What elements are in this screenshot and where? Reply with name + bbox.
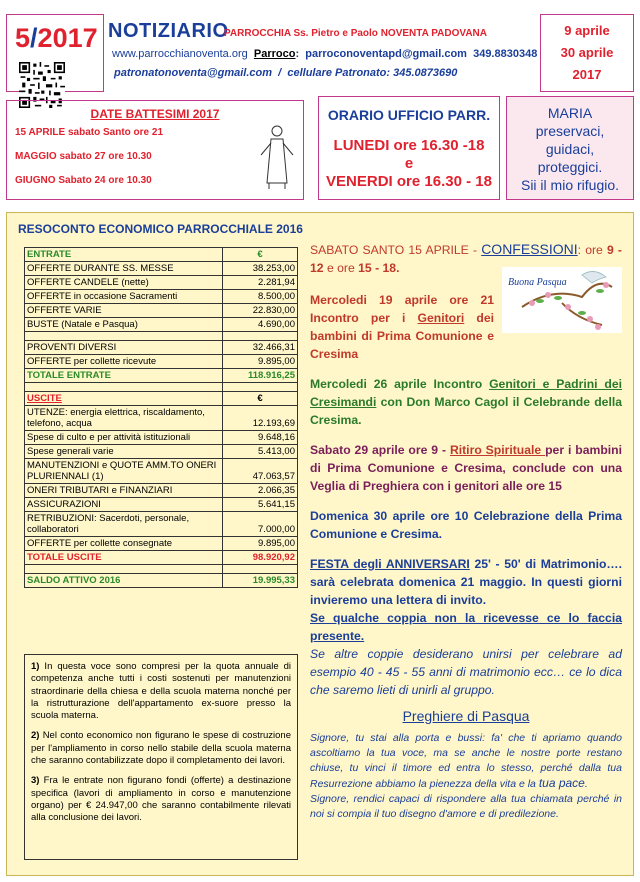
table-cell-label — [223, 383, 298, 392]
date-from: 9 aprile — [564, 23, 610, 38]
ufficio-box — [318, 96, 500, 200]
table-cell-label: Spese generali varie — [25, 445, 223, 459]
festa-note: Se qualche coppia non la ricevesse ce lo faccia presente. — [310, 611, 622, 643]
preghiere-title: Preghiere di Pasqua — [402, 708, 530, 724]
table-cell-label — [25, 332, 223, 341]
table-row — [25, 276, 298, 290]
parish-name: PARROCCHIA Ss. Pietro e Paolo NOVENTA PADOVANA — [224, 28, 487, 39]
date-to: 30 aprile — [560, 45, 614, 60]
financial-table — [24, 247, 298, 588]
table-row — [25, 304, 298, 318]
ufficio-venerdi: VENERDI ore 16.30 - 18 — [326, 173, 492, 190]
table-cell-label: MANUTENZIONI e QUOTE AMM.TO ONERI PLURIENNALI (1) — [25, 459, 223, 484]
table-cell-value: 32.466,31 — [223, 341, 298, 355]
table-cell-value: 47.063,57 — [223, 459, 298, 484]
table-row — [25, 445, 298, 459]
table-cell-value: 9.648,16 — [223, 431, 298, 445]
event-domenica-30: Domenica 30 aprile ore 10 Celebrazione della Prima Comunione e Cresima. — [310, 509, 622, 541]
table-cell-label — [25, 565, 223, 574]
parroco-label: Parroco — [253, 48, 296, 60]
christ-figure-icon — [257, 121, 297, 191]
preghiera-1: Signore, tu stai alla porta e bussi: fa' che ti apriamo quando ascoltiamo la tua voce, ma se anche le nostre porte restano chiuse, tu vinci il timore ed entra lo stesso, perché dalla tua Resurrezione abbiamo la pienezza della vita e la tua pace. — [310, 732, 622, 790]
ufficio-e: e — [404, 155, 414, 172]
maria-prayer-box — [506, 96, 634, 200]
report-title: RESOCONTO ECONOMICO PARROCCHIALE 2016 — [18, 222, 303, 236]
table-row — [25, 341, 298, 355]
table-cell-label: OFFERTE in occasione Sacramenti — [25, 290, 223, 304]
table-cell-value: 38.253,00 — [223, 262, 298, 276]
date-year: 2017 — [572, 67, 602, 82]
table-row — [25, 459, 298, 484]
event-sabato-santo: SABATO SANTO 15 APRILE - CONFESSIONI: ore 9 - 12 e ore 15 - 18. — [310, 241, 622, 275]
table-row — [25, 318, 298, 332]
table-cell-value: € — [223, 248, 298, 262]
table-cell-value: 4.690,00 — [223, 318, 298, 332]
patronato-phone: 345.0873690 — [393, 67, 458, 79]
table-row — [25, 406, 298, 431]
table-row — [25, 248, 298, 262]
table-row — [25, 512, 298, 537]
table-cell-value: 19.995,33 — [223, 574, 298, 588]
table-cell-label: Spese di culto e per attività istituzionali — [25, 431, 223, 445]
patronato-line: patronatonoventa@gmail.com / cellulare Patronato: 345.0873690 — [114, 67, 458, 79]
table-cell-label: OFFERTE per collette consegnate — [25, 537, 223, 551]
table-row — [25, 537, 298, 551]
total-row — [25, 369, 298, 383]
notes-box — [24, 654, 298, 860]
header — [108, 14, 536, 92]
table-cell-label: UTENZE: energia elettrica, riscaldamento, telefono, acqua — [25, 406, 223, 431]
battesimi-box — [6, 100, 304, 200]
issue-number: 5/2017 — [15, 23, 98, 53]
maria-line: Sii il mio rifugio. — [520, 177, 620, 193]
event-festa-anniversari: FESTA degli ANNIVERSARI 25' - 50' di Matrimonio…. sarà celebrata domenica 21 maggio. In questi giorni invieremo una lettera di invito. — [310, 557, 622, 607]
table-cell-value: 8.500,00 — [223, 290, 298, 304]
table-row — [25, 290, 298, 304]
table-cell-value: 2.066,35 — [223, 484, 298, 498]
table-cell-value: 9.895,00 — [223, 355, 298, 369]
preghiera-2: Signore, rendici capaci di rispondere alla tua chiamata perché in noi si compia il tuo disegno d'amore e di predilezione. — [310, 793, 622, 820]
events-column — [310, 240, 622, 822]
parroco-email[interactable]: parroconoventapd@gmail.com — [305, 48, 467, 60]
table-cell-label: ONERI TRIBUTARI e FINANZIARI — [25, 484, 223, 498]
maria-line: MARIA — [547, 105, 593, 121]
table-cell-value: 7.000,00 — [223, 512, 298, 537]
table-cell-value: 118.916,25 — [223, 369, 298, 383]
table-cell-label: TOTALE ENTRATE — [25, 369, 223, 383]
total-row — [25, 551, 298, 565]
battesimo-date: MAGGIO sabato 27 ore 10.30 — [15, 151, 152, 162]
saldo-row — [25, 574, 298, 588]
table-cell-label: RETRIBUZIONI: Sacerdoti, personale, collaboratori — [25, 512, 223, 537]
battesimo-date: GIUGNO Sabato 24 ore 10.30 — [15, 175, 152, 186]
table-row — [25, 355, 298, 369]
table-cell-value: 22.830,00 — [223, 304, 298, 318]
table-cell-label — [223, 332, 298, 341]
svg-text:Buona Pasqua: Buona Pasqua — [508, 277, 567, 288]
table-row — [25, 431, 298, 445]
table-cell-label — [25, 383, 223, 392]
table-cell-label: ENTRATE — [25, 248, 223, 262]
maria-line: preservaci, — [535, 123, 605, 139]
ufficio-title: ORARIO UFFICIO PARR. — [327, 107, 491, 123]
table-cell-label: TOTALE USCITE — [25, 551, 223, 565]
maria-line: proteggici. — [537, 159, 603, 175]
table-cell-value: 9.895,00 — [223, 537, 298, 551]
table-cell-value: € — [223, 392, 298, 406]
note: 1) In questa voce sono compresi per la quota annuale di competenza anche tutti i costi sostenuti per manutenzioni straordinarie della chiesa e della scuola materna nonché per la ristrutturazione dell'appartamento ex-suore presso la scuola materna. — [31, 661, 291, 722]
table-cell-label — [223, 565, 298, 574]
contact-line: www.parrocchianoventa.org Parroco: parroconoventapd@gmail.com 349.8830348 — [112, 48, 538, 60]
table-cell-value: 98.920,92 — [223, 551, 298, 565]
table-cell-value: 2.281,94 — [223, 276, 298, 290]
table-cell-label: OFFERTE VARIE — [25, 304, 223, 318]
maria-line: guidaci, — [545, 141, 595, 157]
event-sabato-29: Sabato 29 aprile ore 9 - Ritiro Spirituale per i bambini di Prima Comunione e Cresima, conclude con una Veglia di Preghiera con i genitori alle ore 15 — [310, 443, 622, 493]
note: 2) Nel conto economico non figurano le spese di costruzione per l'ampliamento in corso nello stabile della scuola materna che saranno contabilizzate dopo il completamento dei lavori. — [31, 730, 291, 767]
table-cell-value: 12.193,69 — [223, 406, 298, 431]
festa-altre-coppie: Se altre coppie desiderano unirsi per celebrare ad esempio 40 - 45 - 55 anni di matrimonio ecc… ce lo dica che saremo lieti di unirli al gruppo. — [310, 647, 622, 697]
table-cell-label: SALDO ATTIVO 2016 — [25, 574, 223, 588]
table-cell-label: BUSTE (Natale e Pasqua) — [25, 318, 223, 332]
note: 3) Fra le entrate non figurano fondi (offerte) a destinazione specifica (lavori di ampliamento in corso e manutenzione organo) per € 24.947,00 che saranno contabilmente rilevati alla conclusione dei lavori. — [31, 775, 291, 824]
table-cell-value: 5.641,15 — [223, 498, 298, 512]
table-cell-label: PROVENTI DIVERSI — [25, 341, 223, 355]
table-cell-label: OFFERTE per collette ricevute — [25, 355, 223, 369]
date-range-box — [540, 14, 634, 92]
table-row — [25, 392, 298, 406]
table-row — [25, 498, 298, 512]
table-cell-label: USCITE — [25, 392, 223, 406]
patronato-label: cellulare Patronato: — [287, 67, 391, 79]
table-cell-label: OFFERTE CANDELE (nette) — [25, 276, 223, 290]
ufficio-lunedi: LUNEDI ore 16.30 -18 — [333, 137, 485, 154]
event-mercoledi-26: Mercoledi 26 aprile Incontro Genitori e Padrini dei Cresimandi con Don Marco Cagol il Celebrande della Cresima. — [310, 377, 622, 427]
table-cell-label: OFFERTE DURANTE SS. MESSE — [25, 262, 223, 276]
table-cell-value: 5.413,00 — [223, 445, 298, 459]
website-link[interactable]: www.parrocchianoventa.org — [112, 48, 248, 60]
event-mercoledi-19: Mercoledi 19 aprile ore 21 Incontro per i Genitori dei bambini di Prima Comunione e Cresima — [310, 293, 494, 361]
table-row — [25, 262, 298, 276]
battesimo-date: 15 APRILE sabato Santo ore 21 — [15, 127, 164, 138]
table-row — [25, 484, 298, 498]
parroco-phone: 349.8830348 — [473, 48, 538, 60]
newsletter-title: NOTIZIARIO — [108, 20, 229, 42]
patronato-email[interactable]: patronatonoventa@gmail.com — [114, 67, 273, 79]
battesimi-title: DATE BATTESIMI 2017 — [90, 107, 220, 121]
table-cell-label: ASSICURAZIONI — [25, 498, 223, 512]
